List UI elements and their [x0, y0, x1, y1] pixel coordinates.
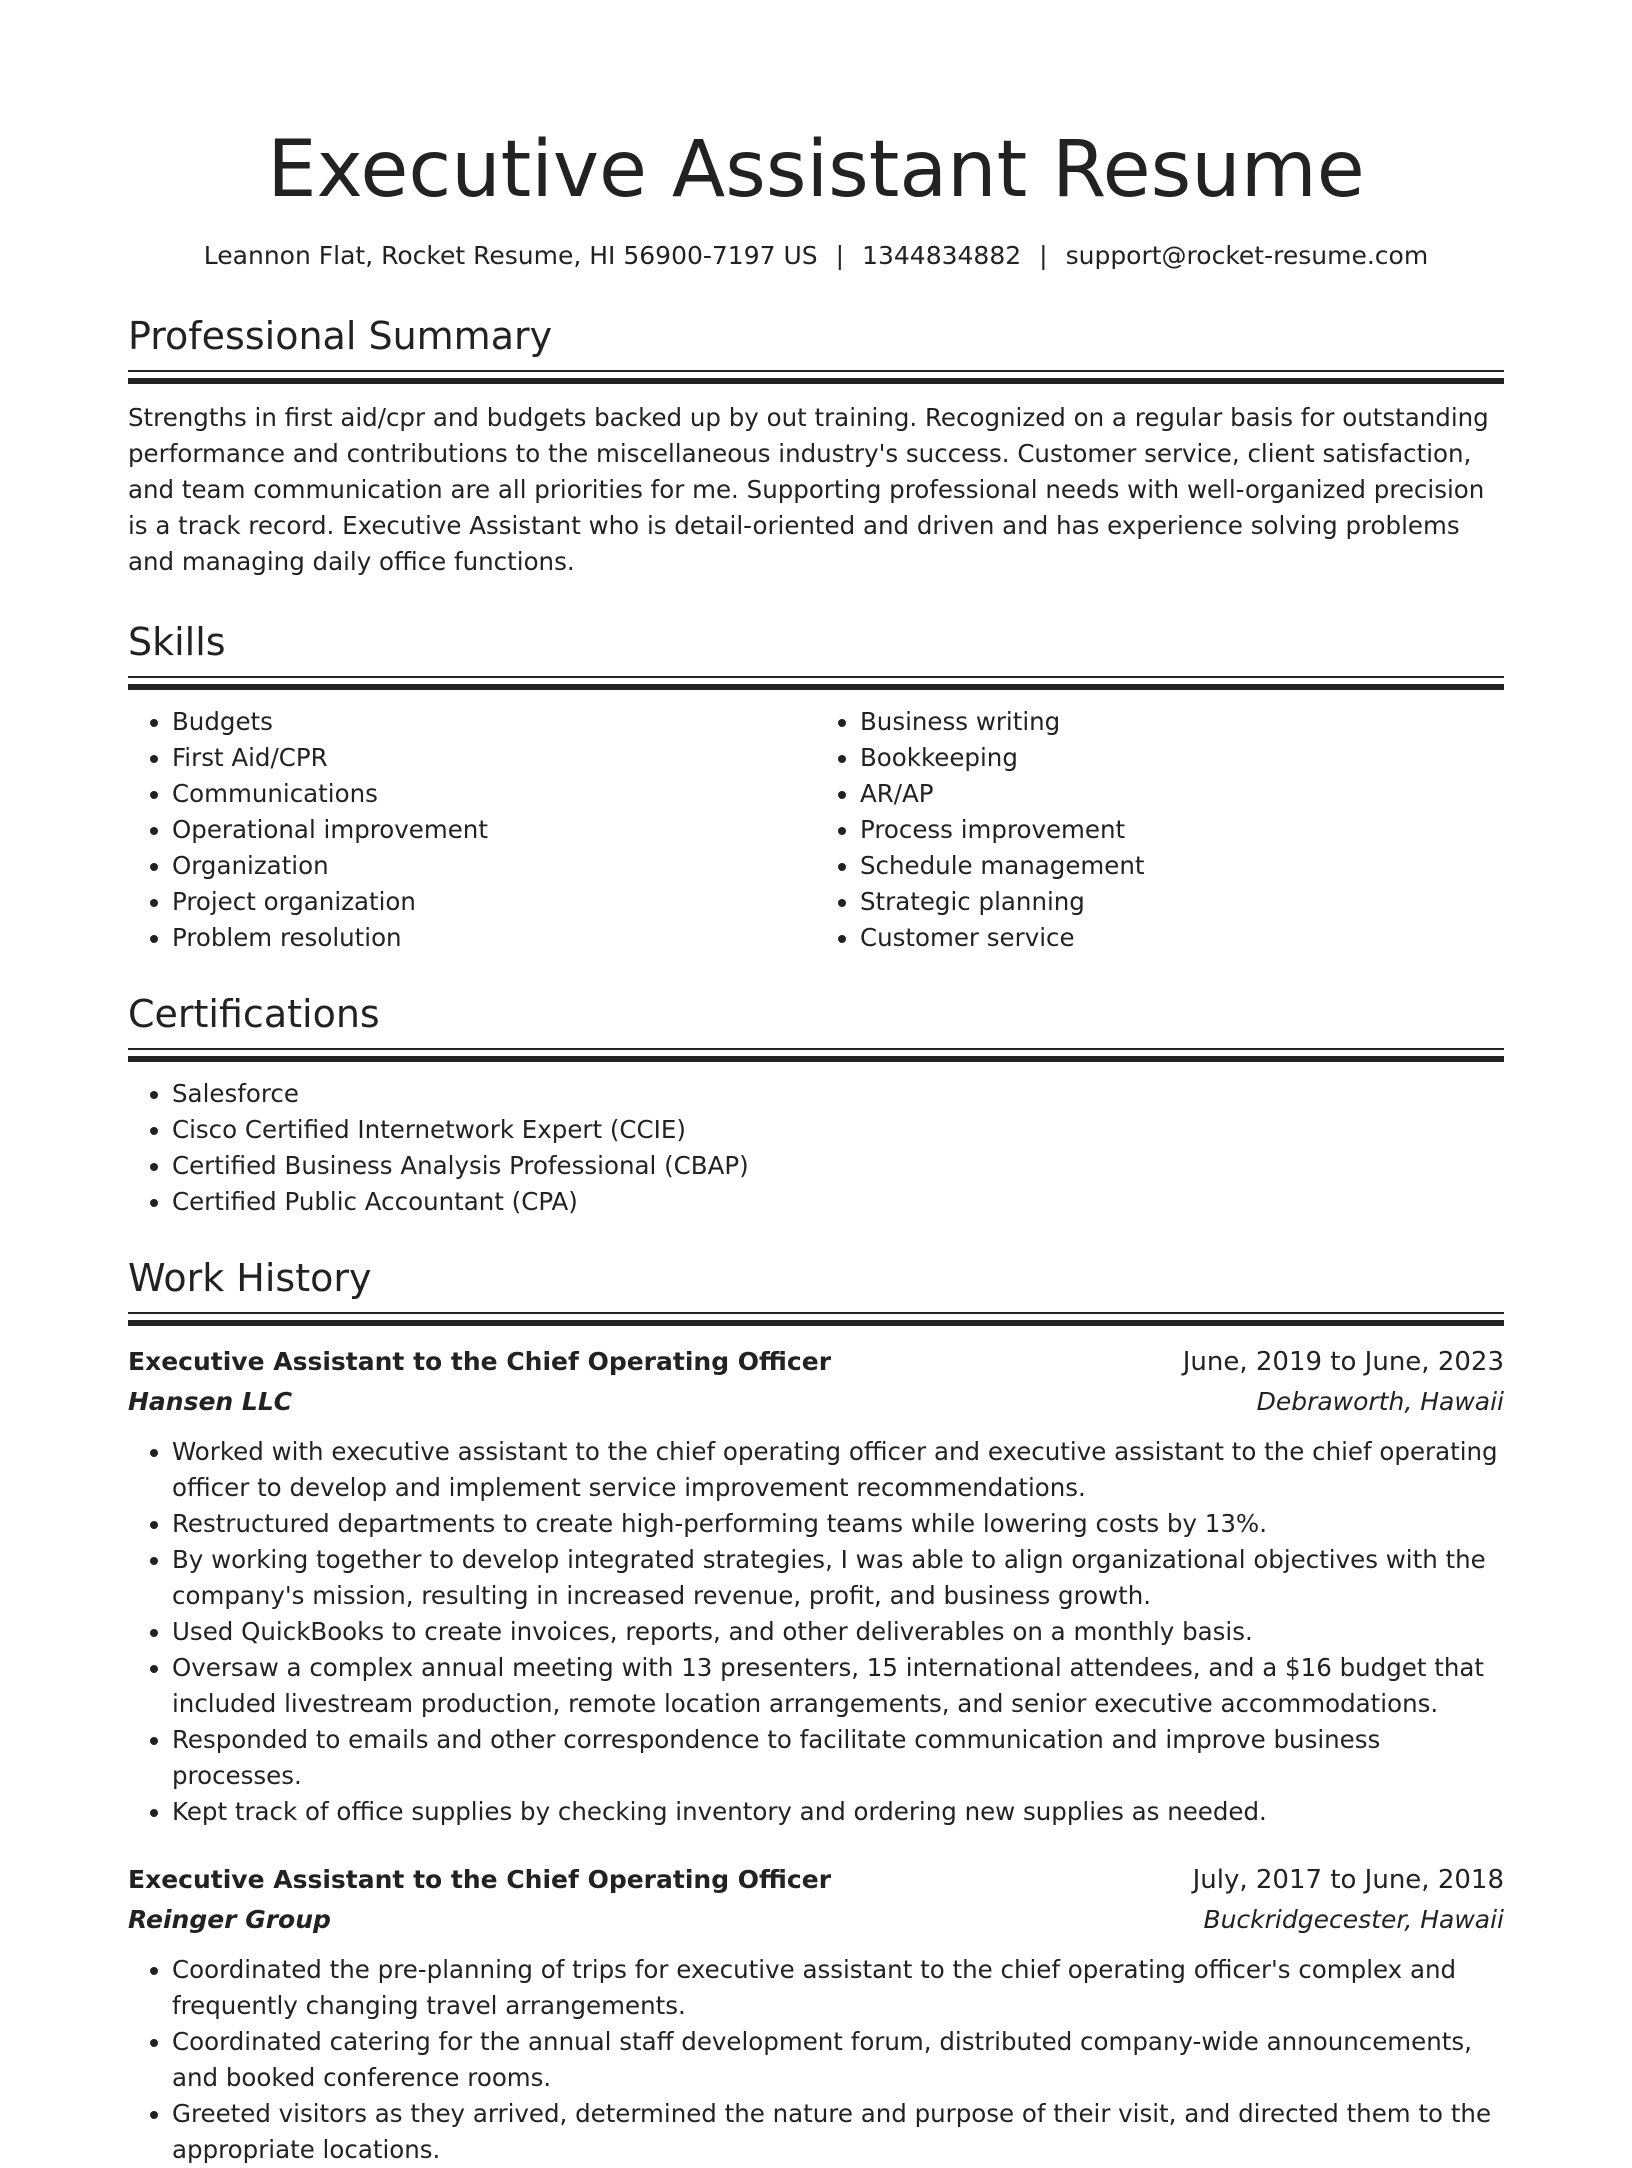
job-entry: [128, 1342, 1504, 1830]
skills-list-right: [816, 704, 1504, 956]
skills-list-left: [128, 704, 816, 956]
work-history-heading: Work History: [128, 1256, 372, 1300]
skill-item: • Problem resolution: [172, 920, 816, 956]
job-dates: June, 2019 to June, 2023: [1182, 1347, 1504, 1377]
skill-item: • Communications: [172, 776, 816, 812]
summary-text: Strengths in first aid/cpr and budgets backed up by out training. Recognized on a regular basis for outstanding performance and contributions to the miscellaneous industry's success. Customer service, client satisfaction, and team communication are all priorities for me. Supporting professional needs with well-organized precision is a track record. Executive Assistant who is detail-oriented and driven and has experience solving problems and managing daily office functions.: [128, 403, 1489, 576]
job-bullet: • Coordinated the pre-planning of trips for executive assistant to the chief operating officer's complex and frequently changing travel arrangements.: [172, 1952, 1504, 2024]
work-history-section: [128, 1254, 1504, 2168]
job-bullet: • By working together to develop integrated strategies, I was able to align organizational objectives with the company's mission, resulting in increased revenue, profit, and business growth.: [172, 1542, 1504, 1614]
certifications-list: [128, 1076, 1504, 1220]
section-divider-thick: [128, 684, 1504, 690]
skill-item: • Project organization: [172, 884, 816, 920]
job-location: Debraworth, Hawaii: [1256, 1387, 1504, 1416]
job-dates: July, 2017 to June, 2018: [1192, 1865, 1504, 1895]
certifications-section: [128, 990, 1504, 1220]
section-divider-thick: [128, 1320, 1504, 1326]
contact-email[interactable]: support@rocket-resume.com: [1065, 241, 1429, 270]
job-bullets: [128, 1434, 1504, 1830]
section-divider: [128, 370, 1504, 372]
job-title: Executive Assistant to the Chief Operating Officer: [128, 1865, 832, 1894]
skill-item: • Strategic planning: [860, 884, 1504, 920]
certifications-heading: Certifications: [128, 992, 380, 1036]
job-bullet: • Coordinated catering for the annual staff development forum, distributed company-wide announcements, and booked conference rooms.: [172, 2024, 1504, 2096]
section-divider: [128, 1048, 1504, 1050]
skill-item: • Process improvement: [860, 812, 1504, 848]
certification-item: • Certified Public Accountant (CPA): [172, 1184, 1504, 1220]
summary-section: [128, 312, 1504, 580]
job-subheader: [128, 1900, 1504, 1940]
job-title: Executive Assistant to the Chief Operating Officer: [128, 1347, 832, 1376]
job-entry: [128, 1860, 1504, 2168]
contact-phone: 1344834882: [862, 241, 1022, 270]
job-bullet: • Greeted visitors as they arrived, determined the nature and purpose of their visit, and directed them to the appropriate locations.: [172, 2096, 1504, 2168]
certification-item: • Cisco Certified Internetwork Expert (CCIE): [172, 1112, 1504, 1148]
skill-item: • AR/AP: [860, 776, 1504, 812]
certification-item: • Certified Business Analysis Professional (CBAP): [172, 1148, 1504, 1184]
skill-item: • First Aid/CPR: [172, 740, 816, 776]
skill-item: • Bookkeeping: [860, 740, 1504, 776]
job-bullet: • Used QuickBooks to create invoices, reports, and other deliverables on a monthly basis.: [172, 1614, 1504, 1650]
job-bullet: • Responded to emails and other correspondence to facilitate communication and improve business processes.: [172, 1722, 1504, 1794]
section-divider: [128, 1312, 1504, 1314]
job-bullet: • Kept track of office supplies by checking inventory and ordering new supplies as needed.: [172, 1794, 1504, 1830]
job-bullets: [128, 1952, 1504, 2168]
job-location: Buckridgecester, Hawaii: [1203, 1905, 1504, 1934]
job-bullet: • Oversaw a complex annual meeting with 13 presenters, 15 international attendees, and a $16 budget that included livestream production, remote location arrangements, and senior executive accommodations.: [172, 1650, 1504, 1722]
contact-address: Leannon Flat, Rocket Resume, HI 56900-7197 US: [203, 241, 818, 270]
skill-item: • Schedule management: [860, 848, 1504, 884]
section-divider: [128, 676, 1504, 678]
skills-heading: Skills: [128, 620, 226, 664]
section-divider-thick: [128, 1056, 1504, 1062]
skill-item: • Organization: [172, 848, 816, 884]
job-bullet: • Restructured departments to create high-performing teams while lowering costs by 13%.: [172, 1506, 1504, 1542]
job-header: [128, 1860, 1504, 1900]
resume-page: [128, 0, 1504, 2168]
skill-item: • Budgets: [172, 704, 816, 740]
section-divider-thick: [128, 378, 1504, 384]
job-header: [128, 1342, 1504, 1382]
page-title: Executive Assistant Resume: [267, 125, 1365, 215]
contact-line: [128, 238, 1504, 274]
skill-item: • Customer service: [860, 920, 1504, 956]
contact-separator: |: [1039, 241, 1048, 270]
job-subheader: [128, 1382, 1504, 1422]
skill-item: • Business writing: [860, 704, 1504, 740]
summary-heading: Professional Summary: [128, 314, 553, 358]
certification-item: • Salesforce: [172, 1076, 1504, 1112]
contact-separator: |: [835, 241, 845, 270]
skills-section: [128, 618, 1504, 956]
job-bullet: • Worked with executive assistant to the chief operating officer and executive assistant to the chief operating officer to develop and implement service improvement recommendations.: [172, 1434, 1504, 1506]
skills-grid: [128, 704, 1504, 956]
skill-item: • Operational improvement: [172, 812, 816, 848]
job-company: Hansen LLC: [128, 1387, 293, 1416]
job-company: Reinger Group: [128, 1905, 331, 1934]
